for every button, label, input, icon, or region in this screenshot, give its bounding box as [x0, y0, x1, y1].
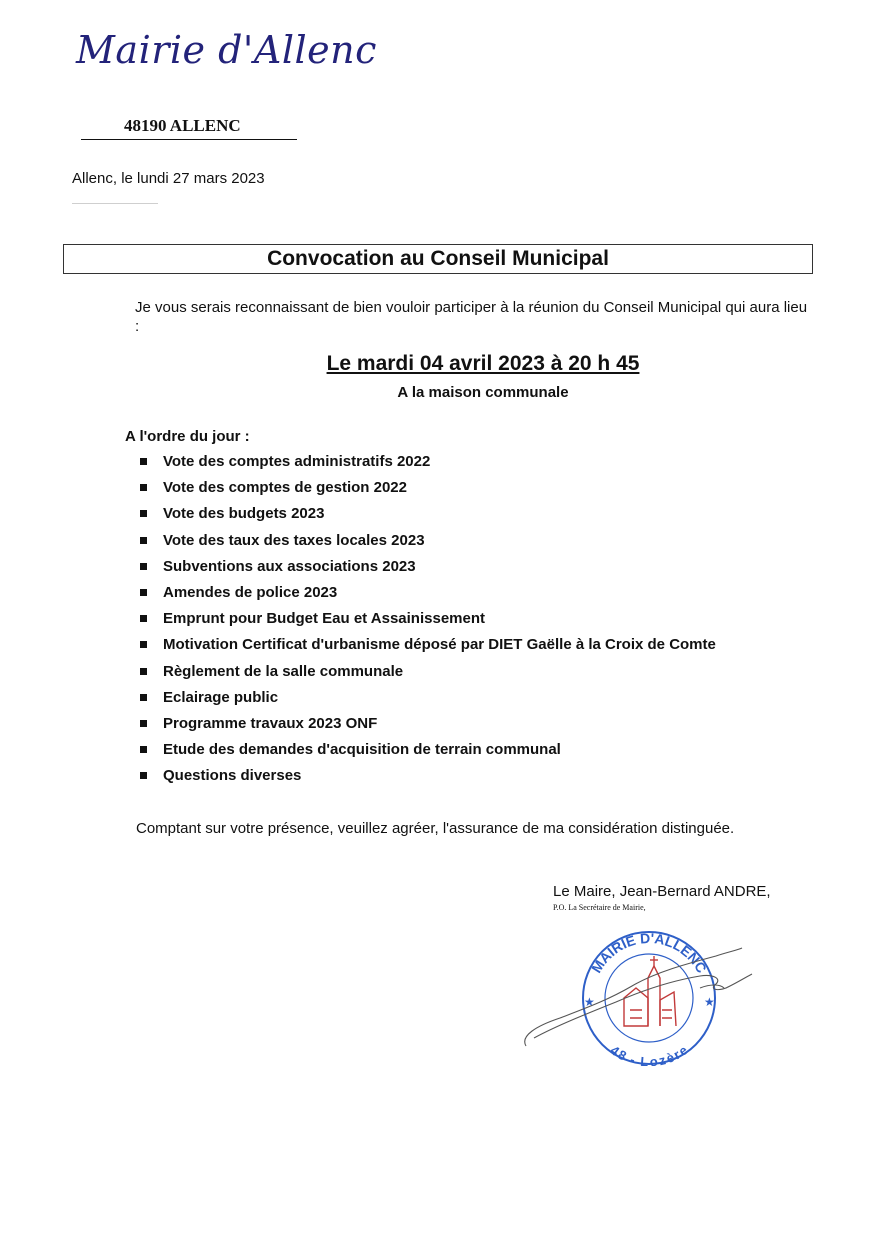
agenda-item: Règlement de la salle communale	[140, 663, 716, 689]
letter-date: Allenc, le lundi 27 mars 2023	[72, 170, 265, 187]
agenda-item: Motivation Certificat d'urbanisme déposé par DIET Gaëlle à la Croix de Comte	[140, 636, 716, 662]
postal-address: 48190 ALLENC	[124, 116, 241, 135]
handwritten-signature	[525, 948, 752, 1046]
stamp-star-right: ★	[704, 995, 715, 1009]
square-bullet-icon	[140, 537, 147, 544]
agenda-item: Subventions aux associations 2023	[140, 558, 716, 584]
stamp-star-left: ★	[584, 995, 595, 1009]
agenda-item: Emprunt pour Budget Eau et Assainissement	[140, 610, 716, 636]
closing-paragraph: Comptant sur votre présence, veuillez agréer, l'assurance de ma considération distinguée.	[136, 820, 735, 837]
date-divider	[72, 203, 158, 204]
square-bullet-icon	[140, 641, 147, 648]
agenda-item: Vote des budgets 2023	[140, 505, 716, 531]
square-bullet-icon	[140, 615, 147, 622]
agenda-item: Amendes de police 2023	[140, 584, 716, 610]
square-bullet-icon	[140, 746, 147, 753]
square-bullet-icon	[140, 694, 147, 701]
agenda-item: Vote des taux des taxes locales 2023	[140, 532, 716, 558]
square-bullet-icon	[140, 772, 147, 779]
meeting-date: Le mardi 04 avril 2023 à 20 h 45	[326, 352, 640, 375]
meeting-place: A la maison communale	[397, 384, 569, 401]
agenda-item: Questions diverses	[140, 767, 716, 793]
document-title: Convocation au Conseil Municipal	[63, 244, 813, 274]
stamp-bottom-text: 48 - Lozère	[607, 1042, 691, 1066]
square-bullet-icon	[140, 720, 147, 727]
church-emblem-icon	[624, 956, 676, 1026]
agenda-list	[140, 453, 716, 793]
square-bullet-icon	[140, 458, 147, 465]
official-stamp	[516, 926, 766, 1066]
postal-underline	[81, 139, 297, 140]
agenda-item: Vote des comptes administratifs 2022	[140, 453, 716, 479]
signer-name: Le Maire, Jean-Bernard ANDRE,	[553, 883, 771, 900]
stamp-inner-ring	[605, 954, 693, 1042]
agenda-item: Programme travaux 2023 ONF	[140, 715, 716, 741]
agenda-item: Vote des comptes de gestion 2022	[140, 479, 716, 505]
stamp-top-text: MAIRIE D'ALLENC	[588, 929, 710, 976]
square-bullet-icon	[140, 563, 147, 570]
intro-paragraph: Je vous serais reconnaissant de bien vouloir participer à la réunion du Conseil Municipal qui aura lieu :	[135, 299, 808, 335]
agenda-item: Etude des demandes d'acquisition de terrain communal	[140, 741, 716, 767]
signer-subline: P.O. La Secrétaire de Mairie,	[553, 903, 646, 912]
square-bullet-icon	[140, 668, 147, 675]
square-bullet-icon	[140, 589, 147, 596]
square-bullet-icon	[140, 510, 147, 517]
agenda-heading: A l'ordre du jour :	[125, 428, 250, 445]
mairie-logo: Mairie d'Allenc	[76, 28, 377, 72]
agenda-item: Eclairage public	[140, 689, 716, 715]
square-bullet-icon	[140, 484, 147, 491]
